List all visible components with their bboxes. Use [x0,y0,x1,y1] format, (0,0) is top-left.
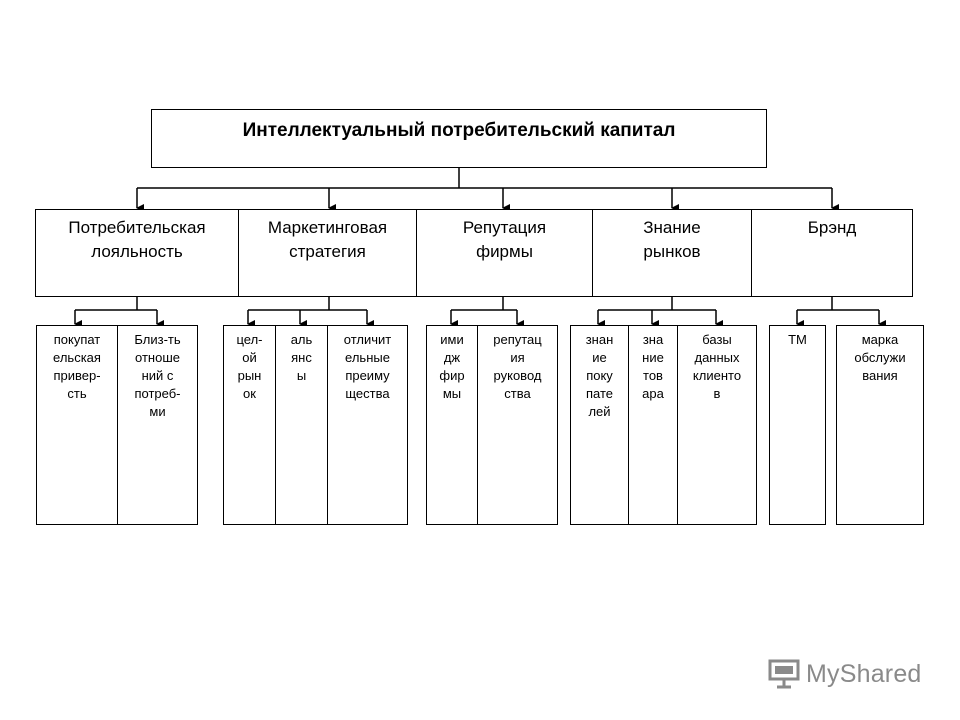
leaf-box [327,325,408,525]
leaf-box [275,325,328,525]
category-box-marketing [238,209,417,297]
leaf-box [628,325,678,525]
leaf-label: марка обслужи вания [854,332,906,383]
leaf-box [570,325,629,525]
category-label: Знание рынков [643,218,701,261]
category-box-reputation [416,209,593,297]
leaf-box [836,325,924,525]
category-label: Репутация фирмы [462,218,547,261]
leaf-box [477,325,558,525]
leaf-label: отличит ельные преиму щества [343,332,392,401]
leaf-label: покупат ельская привер- сть [53,332,101,401]
category-box-brand [751,209,913,297]
watermark-text: MyShared [806,659,922,688]
leaf-label: зна ние тов ара [642,332,664,401]
leaf-label: ТМ [788,332,807,347]
category-label: Брэнд [807,218,857,237]
title-box [151,109,767,168]
category-box-loyalty [35,209,239,297]
leaf-box [677,325,757,525]
leaf-label: Близ-ть отноше ний с потреб- ми [134,332,181,419]
leaf-label: знан ие поку пате лей [585,332,614,419]
category-label: Маркетинговая стратегия [267,218,388,261]
leaf-box [117,325,198,525]
leaf-box [36,325,118,525]
category-box-market-knowledge [592,209,752,297]
category-label: Потребительская лояльность [68,218,206,261]
leaf-label: аль янс ы [290,332,313,383]
leaf-box [769,325,826,525]
leaf-label: репутац ия руковод ства [493,332,542,401]
leaf-box [426,325,478,525]
leaf-label: базы данных клиенто в [692,332,742,401]
leaf-box [223,325,276,525]
leaf-label: ими дж фир мы [439,332,465,401]
presentation-board-icon [768,659,800,689]
watermark [768,656,938,692]
diagram-title: Интеллектуальный потребительский капитал [242,120,676,141]
leaf-label: цел- ой рын ок [236,332,263,401]
